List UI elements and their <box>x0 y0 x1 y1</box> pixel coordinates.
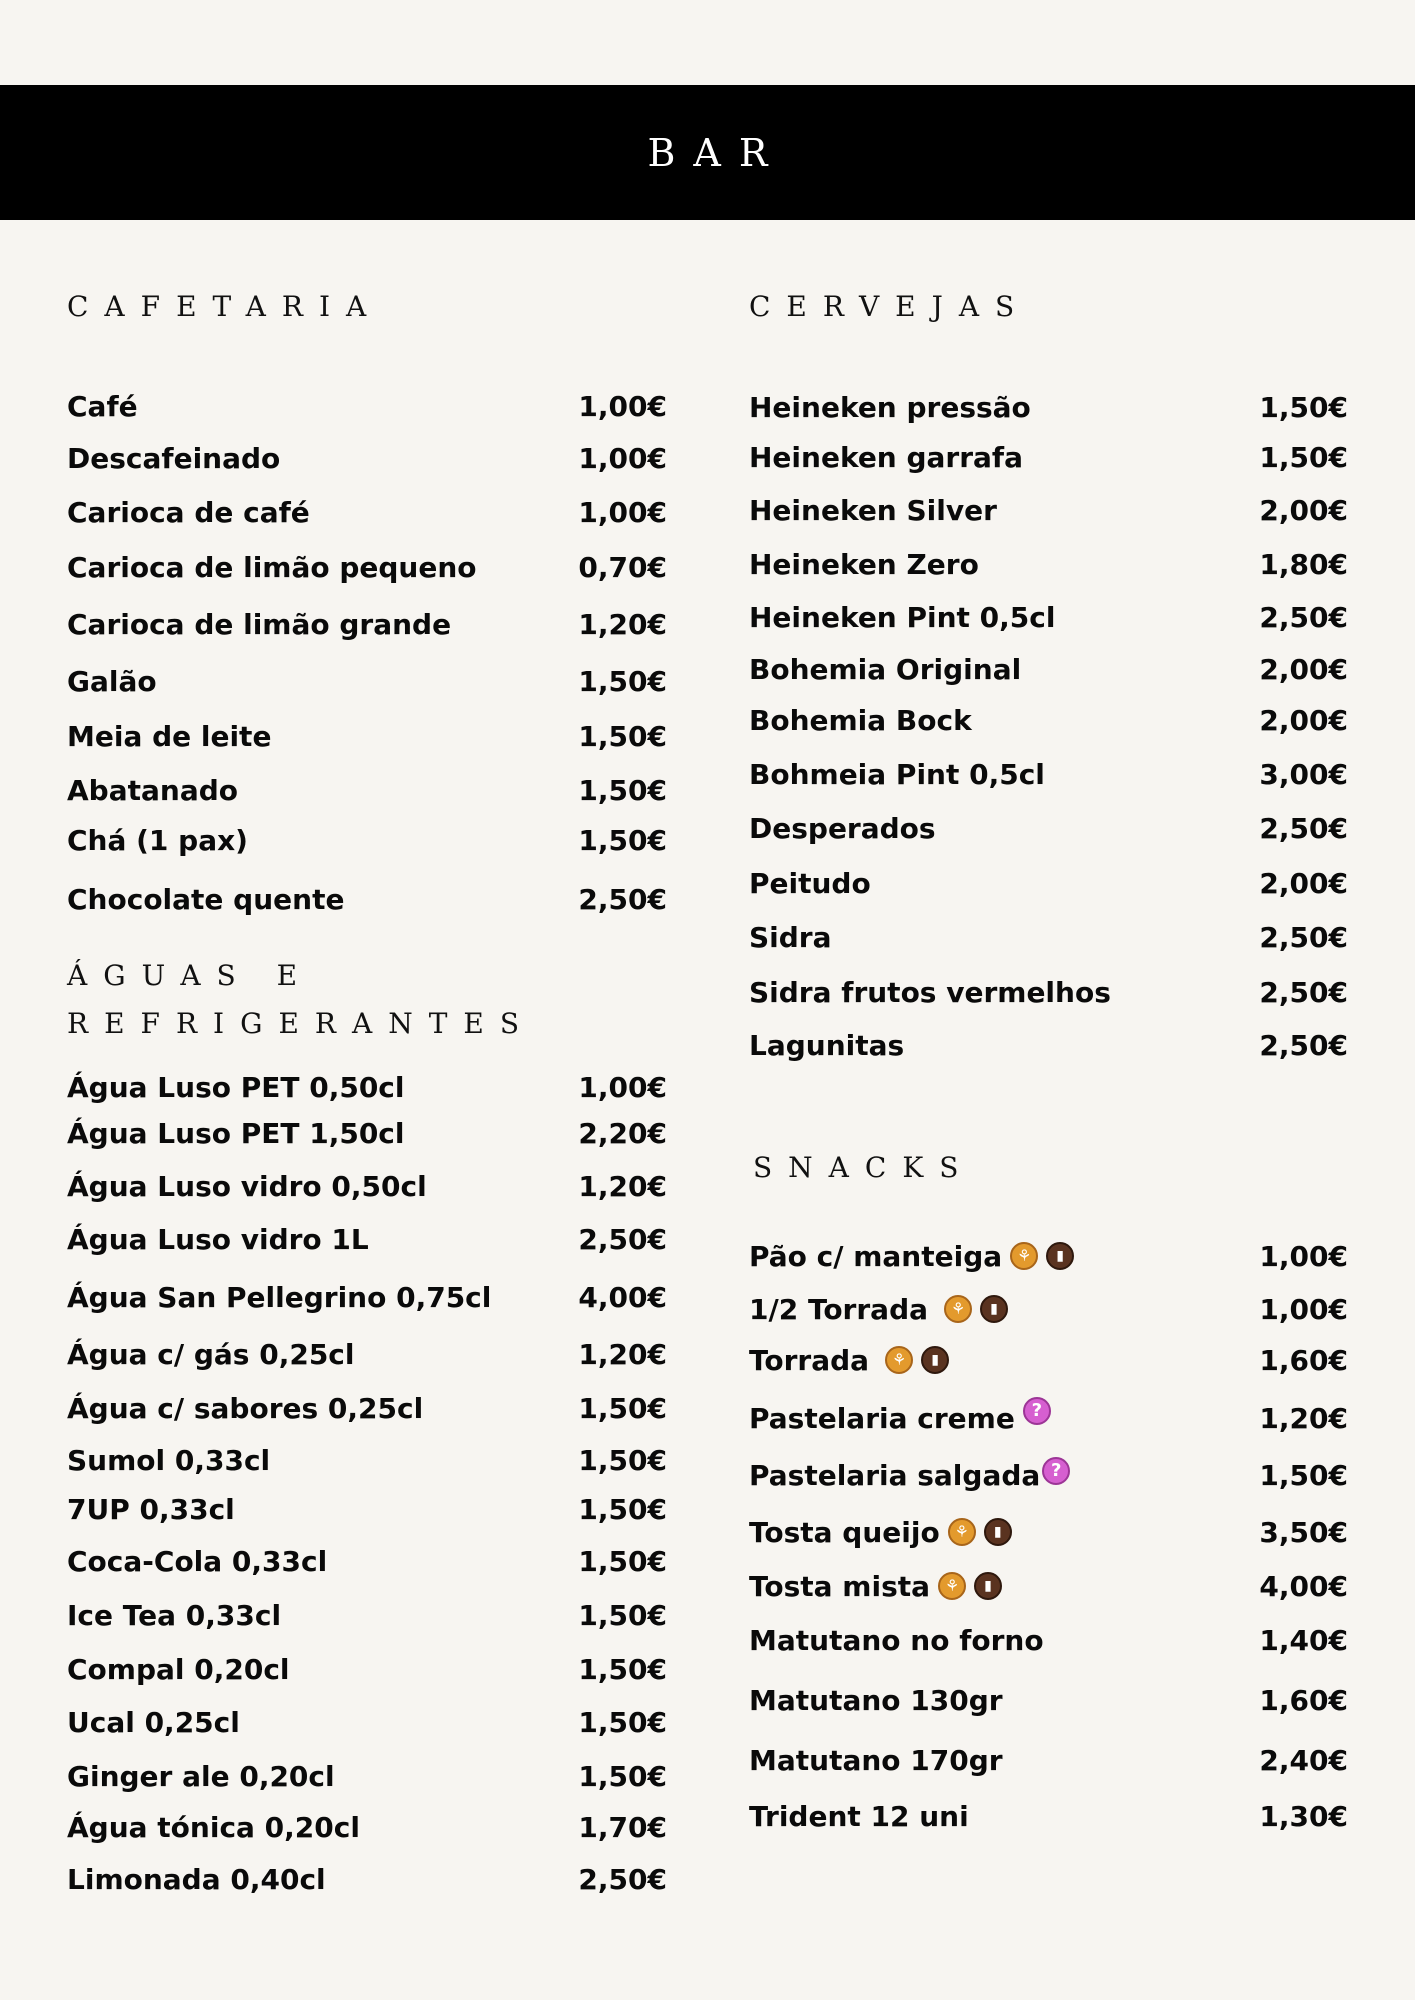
menu-item <box>749 544 1348 584</box>
gluten-icon: ⚘ <box>885 1346 913 1374</box>
item-price: 2,20€ <box>578 1116 667 1150</box>
item-price: 1,50€ <box>578 664 667 698</box>
menu-item <box>749 387 1348 427</box>
item-price: 1,00€ <box>578 389 667 423</box>
question-icon: ? <box>1023 1397 1051 1425</box>
item-price: 1,50€ <box>1259 440 1348 474</box>
item-name: Bohemia Bock <box>749 703 972 737</box>
menu-item <box>749 1680 1348 1720</box>
item-name: Descafeinado <box>67 441 281 475</box>
item-name: Água c/ gás 0,25cl <box>67 1337 355 1371</box>
menu-item <box>67 716 667 756</box>
item-name: Ucal 0,25cl <box>67 1705 240 1739</box>
menu-item <box>749 597 1348 637</box>
item-name: Bohemia Original <box>749 652 1022 686</box>
menu-item <box>749 754 1348 794</box>
item-name: Água San Pellegrino 0,75cl <box>67 1280 492 1314</box>
menu-item <box>67 1859 667 1899</box>
item-name: Heineken Pint 0,5cl <box>749 600 1056 634</box>
item-price: 2,50€ <box>1259 975 1348 1009</box>
menu-item <box>67 1067 667 1107</box>
menu-item <box>67 1541 667 1581</box>
menu-item <box>749 1236 1348 1276</box>
item-name: Carioca de limão grande <box>67 607 452 641</box>
menu-item <box>67 661 667 701</box>
item-name: Abatanado <box>67 773 238 807</box>
lactose-icon: ▮ <box>974 1572 1002 1600</box>
menu-item <box>67 547 667 587</box>
menu-item <box>67 438 667 478</box>
menu-item <box>67 1440 667 1480</box>
item-name: 1/2 Torrada <box>749 1292 929 1326</box>
item-name: Galão <box>67 664 157 698</box>
question-icon: ? <box>1042 1457 1070 1485</box>
item-name: Tosta mista <box>749 1569 931 1603</box>
item-name: Pastelaria creme <box>749 1401 1015 1435</box>
item-price: 1,60€ <box>1259 1683 1348 1717</box>
gluten-icon: ⚘ <box>948 1518 976 1546</box>
item-name: Ginger ale 0,20cl <box>67 1759 335 1793</box>
gluten-icon: ⚘ <box>938 1572 966 1600</box>
item-price: 3,00€ <box>1259 757 1348 791</box>
section-title-aguas <box>67 952 535 1048</box>
item-price: 1,00€ <box>578 1070 667 1104</box>
menu-item <box>67 1334 667 1374</box>
item-name: Trident 12 uni <box>749 1799 969 1833</box>
item-price: 1,50€ <box>578 719 667 753</box>
menu-item <box>749 972 1348 1012</box>
item-name: Chá (1 pax) <box>67 823 248 857</box>
item-name: Chocolate quente <box>67 882 345 916</box>
gluten-icon: ⚘ <box>1010 1242 1038 1270</box>
item-price: 1,50€ <box>578 823 667 857</box>
item-price: 1,50€ <box>578 773 667 807</box>
menu-item <box>749 808 1348 848</box>
item-name: Limonada 0,40cl <box>67 1862 326 1896</box>
menu-item <box>67 1702 667 1742</box>
item-name: Água Luso PET 0,50cl <box>67 1070 405 1104</box>
item-name: Peitudo <box>749 866 871 900</box>
item-price: 1,50€ <box>578 1652 667 1686</box>
item-price: 1,20€ <box>578 607 667 641</box>
item-name: Água tónica 0,20cl <box>67 1810 360 1844</box>
item-name: Matutano no forno <box>749 1623 1044 1657</box>
item-name: Heineken Silver <box>749 493 997 527</box>
item-name: Água Luso vidro 1L <box>67 1222 369 1256</box>
menu-item <box>67 604 667 644</box>
item-name: Coca-Cola 0,33cl <box>67 1544 328 1578</box>
menu-item <box>67 1388 667 1428</box>
lactose-icon: ▮ <box>1046 1242 1074 1270</box>
menu-item <box>749 917 1348 957</box>
item-price: 2,00€ <box>1259 866 1348 900</box>
item-price: 1,50€ <box>578 1443 667 1477</box>
section-title-snacks: SNACKS <box>753 1151 975 1184</box>
item-name: Bohmeia Pint 0,5cl <box>749 757 1045 791</box>
item-price: 1,20€ <box>1259 1401 1348 1435</box>
item-price: 2,50€ <box>1259 1028 1348 1062</box>
item-price: 4,00€ <box>578 1280 667 1314</box>
item-name: Sumol 0,33cl <box>67 1443 271 1477</box>
item-name: Sidra frutos vermelhos <box>749 975 1111 1009</box>
item-name: Matutano 170gr <box>749 1743 1003 1777</box>
item-price: 1,20€ <box>578 1337 667 1371</box>
item-name: Heineken garrafa <box>749 440 1024 474</box>
menu-item <box>749 1796 1348 1836</box>
item-name: Torrada <box>749 1343 870 1377</box>
item-price: 3,50€ <box>1259 1515 1348 1549</box>
lactose-icon: ▮ <box>984 1518 1012 1546</box>
item-price: 1,60€ <box>1259 1343 1348 1377</box>
item-price: 2,50€ <box>1259 811 1348 845</box>
menu-item <box>67 492 667 532</box>
item-price: 1,40€ <box>1259 1623 1348 1657</box>
item-price: 1,50€ <box>578 1705 667 1739</box>
item-price: 1,20€ <box>578 1169 667 1203</box>
section-title-line: ÁGUAS E <box>67 959 314 992</box>
item-price: 2,40€ <box>1259 1743 1348 1777</box>
item-price: 1,00€ <box>1259 1239 1348 1273</box>
item-name: Desperados <box>749 811 936 845</box>
item-name: Água c/ sabores 0,25cl <box>67 1391 424 1425</box>
item-price: 1,50€ <box>578 1759 667 1793</box>
menu-item <box>67 1113 667 1153</box>
item-price: 4,00€ <box>1259 1569 1348 1603</box>
menu-item <box>749 490 1348 530</box>
menu-item <box>749 1512 1348 1552</box>
item-price: 1,00€ <box>578 495 667 529</box>
menu-item <box>67 1807 667 1847</box>
page-title: BAR <box>647 130 786 175</box>
menu-item <box>749 1025 1348 1065</box>
item-price: 1,70€ <box>578 1810 667 1844</box>
item-price: 2,50€ <box>578 1862 667 1896</box>
lactose-icon: ▮ <box>980 1295 1008 1323</box>
item-price: 2,00€ <box>1259 703 1348 737</box>
menu-item <box>749 1340 1348 1380</box>
item-name: Compal 0,20cl <box>67 1652 290 1686</box>
menu-item <box>749 1566 1348 1606</box>
item-price: 2,50€ <box>578 1222 667 1256</box>
item-name: Água Luso vidro 0,50cl <box>67 1169 427 1203</box>
gluten-icon: ⚘ <box>944 1295 972 1323</box>
item-name: Tosta queijo <box>749 1515 940 1549</box>
menu-item <box>67 820 667 860</box>
menu-item <box>67 770 667 810</box>
item-name: Pão c/ manteiga <box>749 1239 1003 1273</box>
title-banner <box>0 85 1415 220</box>
item-price: 1,50€ <box>1259 1458 1348 1492</box>
item-price: 1,50€ <box>578 1391 667 1425</box>
item-price: 2,00€ <box>1259 652 1348 686</box>
menu-item <box>67 1595 667 1635</box>
item-name: Lagunitas <box>749 1028 905 1062</box>
item-price: 2,50€ <box>1259 600 1348 634</box>
item-name: Café <box>67 389 138 423</box>
item-price: 1,50€ <box>578 1492 667 1526</box>
item-price: 1,00€ <box>578 441 667 475</box>
menu-item <box>67 1277 667 1317</box>
menu-item <box>67 386 667 426</box>
menu-item <box>749 863 1348 903</box>
menu-item <box>67 1649 667 1689</box>
item-price: 1,80€ <box>1259 547 1348 581</box>
section-title-cervejas: CERVEJAS <box>749 290 1031 323</box>
menu-item <box>749 437 1348 477</box>
item-name: Carioca de café <box>67 495 310 529</box>
item-name: Carioca de limão pequeno <box>67 550 477 584</box>
item-price: 1,50€ <box>578 1598 667 1632</box>
menu-item <box>749 1289 1348 1329</box>
item-price: 2,00€ <box>1259 493 1348 527</box>
item-name: Meia de leite <box>67 719 272 753</box>
menu-item <box>67 1756 667 1796</box>
menu-item <box>749 700 1348 740</box>
menu-item <box>749 1455 1348 1495</box>
menu-item <box>67 879 667 919</box>
item-name: Heineken pressão <box>749 390 1031 424</box>
item-price: 1,30€ <box>1259 1799 1348 1833</box>
menu-item <box>749 1740 1348 1780</box>
item-name: Heineken Zero <box>749 547 979 581</box>
item-name: Pastelaria salgada <box>749 1458 1041 1492</box>
menu-item <box>67 1166 667 1206</box>
item-price: 2,50€ <box>578 882 667 916</box>
menu-item <box>67 1489 667 1529</box>
item-name: Ice Tea 0,33cl <box>67 1598 282 1632</box>
item-price: 1,50€ <box>1259 390 1348 424</box>
item-price: 1,00€ <box>1259 1292 1348 1326</box>
menu-item <box>749 649 1348 689</box>
menu-item <box>749 1620 1348 1660</box>
section-title-line: REFRIGERANTES <box>67 1007 535 1040</box>
item-name: Matutano 130gr <box>749 1683 1003 1717</box>
item-name: Água Luso PET 1,50cl <box>67 1116 405 1150</box>
menu-item <box>749 1398 1348 1438</box>
item-price: 2,50€ <box>1259 920 1348 954</box>
section-title-cafetaria: CAFETARIA <box>67 290 383 323</box>
lactose-icon: ▮ <box>921 1346 949 1374</box>
item-name: 7UP 0,33cl <box>67 1492 235 1526</box>
item-name: Sidra <box>749 920 832 954</box>
menu-item <box>67 1219 667 1259</box>
item-price: 1,50€ <box>578 1544 667 1578</box>
item-price: 0,70€ <box>578 550 667 584</box>
